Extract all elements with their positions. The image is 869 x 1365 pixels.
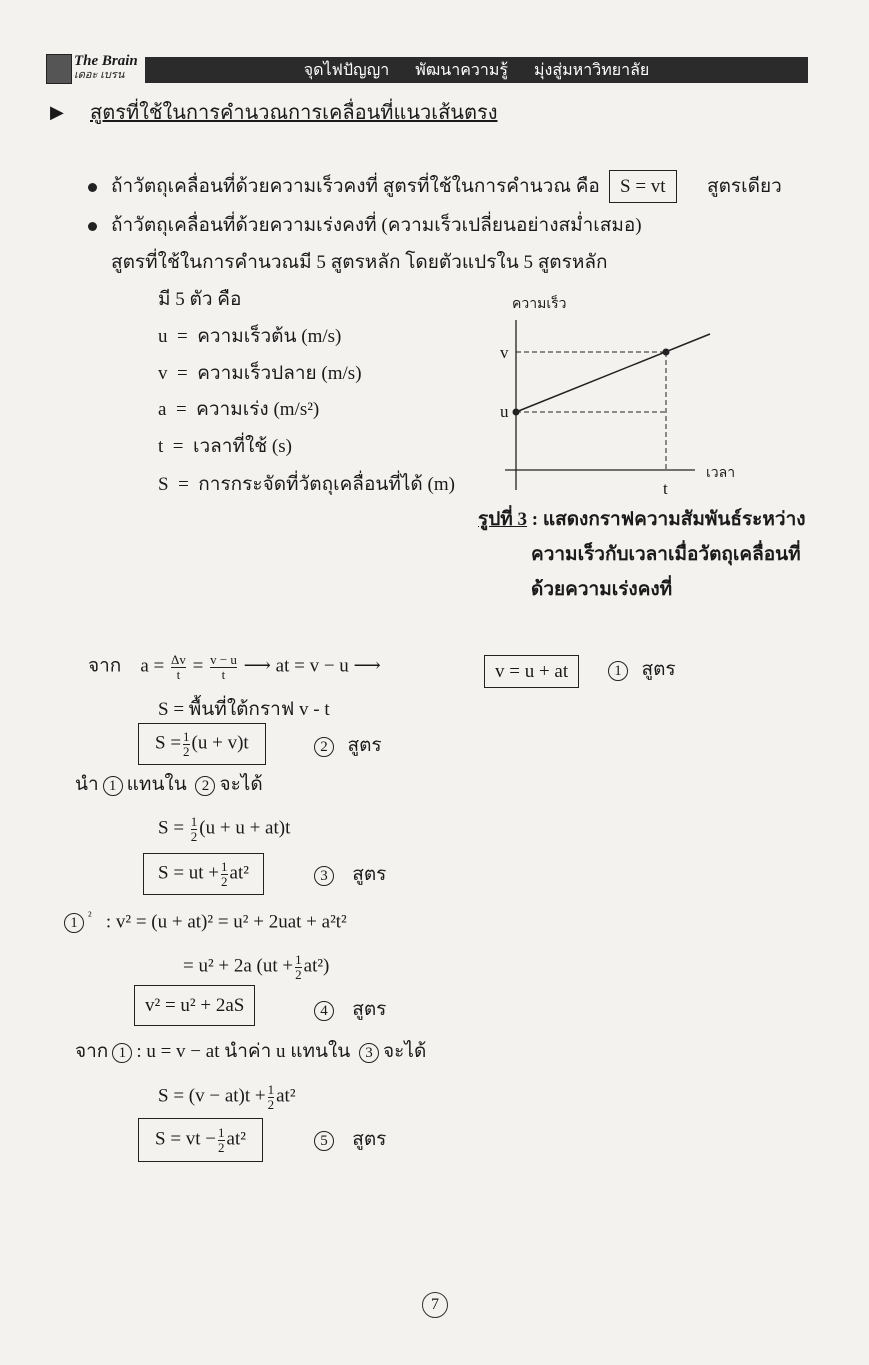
numerator: 1 (183, 729, 190, 744)
eq-part: (u + u + at)t (199, 817, 291, 839)
bullet-suffix: สูตรเดียว (707, 176, 782, 197)
denominator: 2 (218, 1139, 225, 1155)
var-desc: เวลาที่ใช้ (s) (193, 436, 292, 457)
eq-part: = u² + 2a (ut + (183, 955, 294, 977)
superscript: ² (88, 909, 92, 923)
caption-text: ด้วยความเร่งคงที่ (531, 579, 673, 600)
eq-part: S = (v − at)t + (158, 1085, 266, 1107)
eq-part: S = vt − (155, 1128, 217, 1150)
equation-line (183, 953, 329, 981)
velocity-line (516, 334, 710, 412)
formula-box-5 (138, 1118, 263, 1162)
eq-part: S = (155, 732, 182, 754)
denominator: t (176, 666, 181, 682)
formula-2-tag (310, 736, 382, 757)
v-tick-label: v (500, 343, 509, 362)
numerator: 1 (218, 1125, 225, 1140)
slogan: มุ่งสู่มหาวิทยาลัย (534, 60, 650, 79)
denominator: t (221, 666, 226, 682)
var-symbol: v (158, 363, 168, 384)
fraction (191, 815, 198, 843)
figure-caption (478, 510, 806, 529)
x-axis-label: เวลา (706, 466, 736, 481)
y-axis-label: ความเร็ว (512, 297, 567, 312)
intro-text: สูตรที่ใช้ในการคำนวณมี 5 สูตรหลัก โดยตัวแปรใน 5 สูตรหลัก (111, 252, 608, 273)
var-symbol: S (158, 474, 169, 495)
bullet-constant-acceleration (88, 216, 642, 235)
eq-part: at² (229, 862, 249, 884)
var-desc: ความเร็วต้น (m/s) (197, 326, 342, 347)
label-formula: สูตร (352, 999, 387, 1020)
eq-part: S = ut + (158, 862, 220, 884)
circled-number: 1 (103, 776, 123, 796)
logo (46, 54, 142, 84)
formula-5-tag (310, 1130, 386, 1151)
caption-text: : แสดงกราฟความสัมพันธ์ระหว่าง (527, 509, 806, 530)
variable-row: t = เวลาที่ใช้ (s) (158, 436, 292, 457)
text: แทนใน (126, 774, 187, 795)
fraction (268, 1083, 275, 1111)
text: จาก (75, 1041, 109, 1062)
eq-part: at² (276, 1085, 296, 1107)
label-formula: สูตร (641, 659, 676, 680)
variable-row: a = ความเร่ง (m/s²) (158, 399, 320, 420)
point-v (663, 349, 670, 356)
var-symbol: u (158, 326, 168, 347)
label-from: จาก (88, 655, 122, 677)
denominator: 2 (267, 1096, 275, 1112)
fraction (218, 1126, 225, 1154)
variable-row: S = การกระจัดที่วัตถุเคลื่อนที่ได้ (m) (158, 474, 455, 495)
eq-part: (u + v)t (191, 732, 249, 754)
equation-line (60, 910, 347, 933)
label-formula: สูตร (352, 1129, 387, 1150)
formula-box-1: v = u + at (484, 655, 579, 688)
denominator: 2 (190, 828, 198, 844)
logo-subtext: เดอะ เบรน (74, 69, 125, 81)
formula-3-tag (310, 865, 386, 886)
numerator: 1 (221, 859, 228, 874)
eq-part: a = (140, 655, 165, 677)
bullet-icon (88, 183, 97, 192)
caption-text: ความเร็วกับเวลาเมื่อวัตถุเคลื่อนที่ (531, 544, 801, 565)
numerator: Δv (170, 652, 186, 667)
circled-number: 4 (314, 1001, 334, 1021)
formula-4-tag (310, 1000, 386, 1021)
circled-number: 3 (314, 866, 334, 886)
bullet-constant-velocity (88, 177, 600, 196)
circled-number: 1 (112, 1043, 132, 1063)
fraction (295, 953, 302, 981)
denominator: 2 (221, 873, 228, 889)
text: จะได้ (383, 1041, 427, 1062)
eq-part: ⟶ at = v − u ⟶ (243, 655, 381, 677)
fraction (221, 860, 228, 888)
circled-number: 3 (359, 1043, 379, 1063)
numerator: v − u (210, 652, 237, 667)
logo-portrait-icon (46, 54, 72, 84)
text: นำ (75, 774, 99, 795)
page-number: 7 (422, 1292, 448, 1318)
formula-box-2 (138, 723, 266, 765)
circled-number: 5 (314, 1131, 334, 1151)
label-formula: สูตร (352, 864, 387, 885)
fraction (171, 653, 186, 681)
equation-line (158, 1083, 296, 1111)
fraction (183, 730, 190, 758)
logo-text: The Brain (74, 53, 138, 69)
circled-number: 1 (64, 913, 84, 933)
section-title: สูตรที่ใช้ในการคำนวณการเคลื่อนที่แนวเส้นตรง (90, 102, 498, 124)
point-u (513, 409, 520, 416)
triangle-bullet-icon: ▶ (50, 102, 64, 122)
numerator: 1 (190, 814, 198, 829)
eq-part: at² (226, 1128, 246, 1150)
header-bar (145, 57, 808, 83)
var-desc: ความเร่ง (m/s²) (196, 399, 320, 420)
label-formula: สูตร (347, 735, 382, 756)
denominator: 2 (295, 966, 302, 982)
denominator: 2 (183, 743, 190, 759)
formula-box-4: v² = u² + 2aS (134, 985, 255, 1026)
substitution-line (75, 775, 263, 796)
formula-box: S = vt (609, 170, 677, 203)
var-desc: การกระจัดที่วัตถุเคลื่อนที่ได้ (m) (198, 474, 455, 495)
vars-intro: มี 5 ตัว คือ (158, 289, 242, 310)
bullet-icon (88, 222, 97, 231)
var-desc: ความเร็วปลาย (m/s) (197, 363, 362, 384)
equation-line (75, 1042, 426, 1063)
fraction (210, 653, 237, 681)
u-tick-label: u (500, 402, 509, 421)
eq-part: S = (158, 817, 185, 839)
equation-line (158, 815, 290, 843)
var-symbol: t (158, 436, 164, 457)
area-statement: S = พื้นที่ใต้กราฟ v - t (158, 699, 330, 720)
numerator: 1 (267, 1082, 275, 1097)
t-tick-label: t (663, 479, 668, 498)
bullet-text: ถ้าวัตถุเคลื่อนที่ด้วยความเร่งคงที่ (ความเร็วเปลี่ยนอย่างสม่ำเสมอ) (111, 215, 642, 236)
equation-1-derivation (88, 653, 381, 681)
slogan: พัฒนาความรู้ (415, 60, 508, 79)
circled-number: 2 (195, 776, 215, 796)
eq-part: at²) (303, 955, 330, 977)
formula-box-3 (143, 853, 264, 895)
velocity-time-graph (490, 290, 730, 500)
eq-part: : v² = (u + at)² = u² + 2uat + a²t² (105, 911, 347, 933)
variable-row: v = ความเร็วปลาย (m/s) (158, 363, 362, 384)
eq-part: = (192, 655, 204, 677)
text: จะได้ (219, 774, 263, 795)
caption-label: รูปที่ 3 (478, 509, 528, 530)
eq-part: : u = v − at นำค่า u แทนใน (136, 1041, 351, 1062)
bullet-text: ถ้าวัตถุเคลื่อนที่ด้วยความเร็วคงที่ สูตรที่ใช้ในการคำนวณ คือ (111, 176, 600, 197)
numerator: 1 (295, 952, 302, 967)
slogan: จุดไฟปัญญา (303, 60, 390, 79)
circled-number: 1 (608, 661, 628, 681)
circled-number: 2 (314, 737, 334, 757)
formula-1-tag (604, 660, 676, 681)
var-symbol: a (158, 399, 167, 420)
variable-row: u = ความเร็วต้น (m/s) (158, 326, 342, 347)
